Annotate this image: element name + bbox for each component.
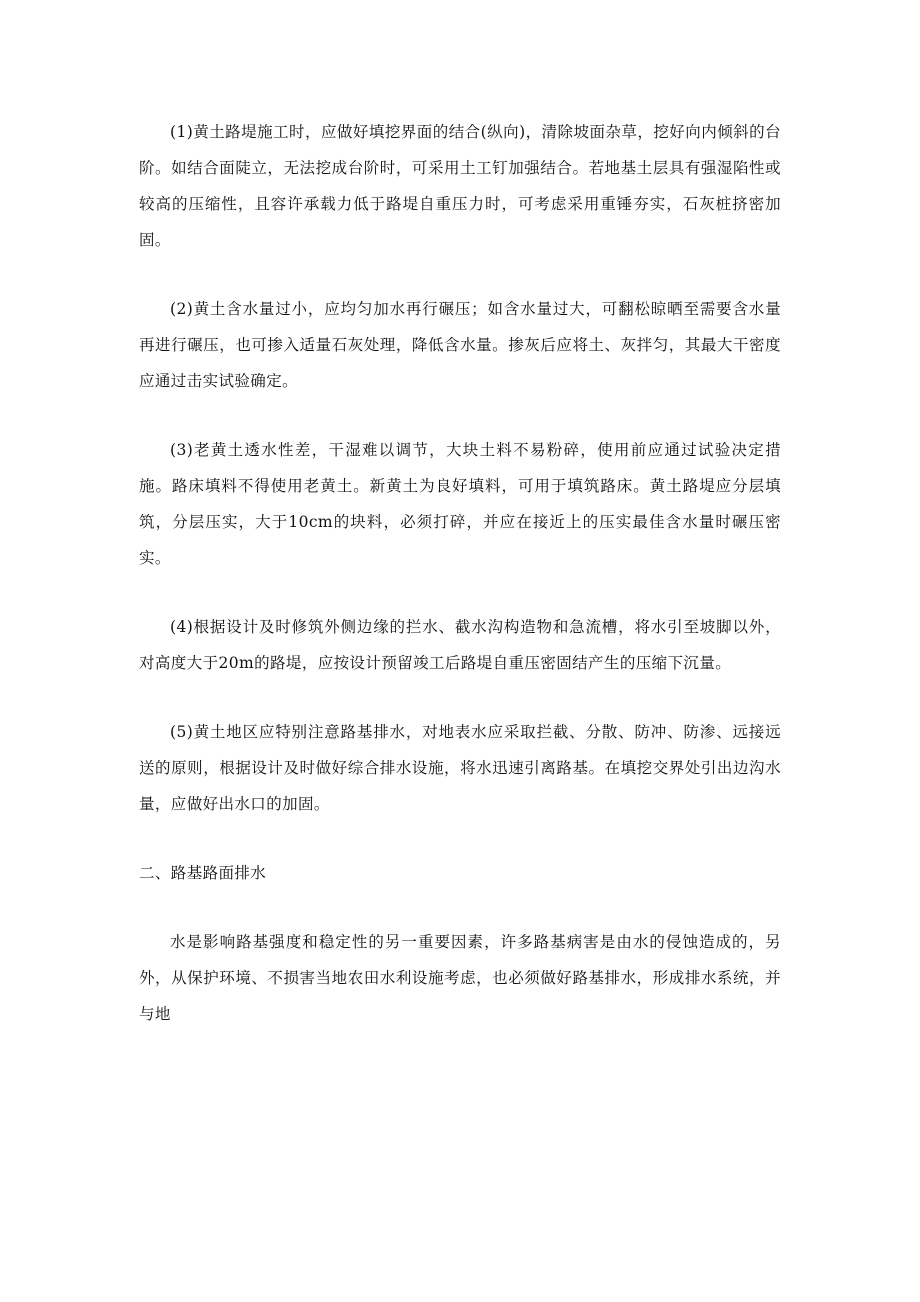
- paragraph-drainage-structures: (4)根据设计及时修筑外侧边缘的拦水、截水沟构造物和急流槽，将水引至坡脚以外，对高度大于20m的路堤，应按设计预留竣工后路堤自重压密固结产生的压缩下沉量。: [139, 618, 781, 672]
- paragraph-old-loess-fill: (3)老黄土透水性差，干湿难以调节，大块土料不易粉碎，使用前应通过试验决定措施。路床填料不得使用老黄土。新黄土为良好填料，可用于填筑路床。黄土路堤应分层填筑，分层压实，大于10cm的块料，必须打碎，并应在接近上的压实最佳含水量时碾压密实。: [139, 441, 781, 567]
- paragraph-loess-drainage: (5)黄土地区应特别注意路基排水，对地表水应采取拦截、分散、防冲、防渗、远接远送的原则，根据设计及时做好综合排水设施，将水迅速引离路基。在填挖交界处引出边沟水量，应做好出水口的加固。: [139, 723, 781, 813]
- section-heading: 二、路基路面排水: [139, 864, 267, 882]
- paragraph-water-influence: 水是影响路基强度和稳定性的另一重要因素，许多路基病害是由水的侵蚀造成的，另外，从保护环境、不损害当地农田水利设施考虑，也必须做好路基排水，形成排水系统，并与地: [139, 933, 781, 1023]
- paragraph-loess-embankment-interface: (1)黄土路堤施工时，应做好填挖界面的结合(纵向)，清除坡面杂草，挖好向内倾斜的台阶。如结合面陡立，无法挖成台阶时，可采用土工钉加强结合。若地基土层具有强湿陷性或较高的压缩性，且容许承载力低于路堤自重压力时，可考虑采用重锤夯实，石灰桩挤密加固。: [139, 123, 781, 249]
- paragraph-loess-moisture-content: (2)黄土含水量过小，应均匀加水再行碾压；如含水量过大，可翻松晾晒至需要含水量再进行碾压，也可掺入适量石灰处理，降低含水量。掺灰后应将土、灰拌匀，其最大干密度应通过击实试验确定。: [139, 300, 781, 390]
- document-body: [139, 114, 781, 1065]
